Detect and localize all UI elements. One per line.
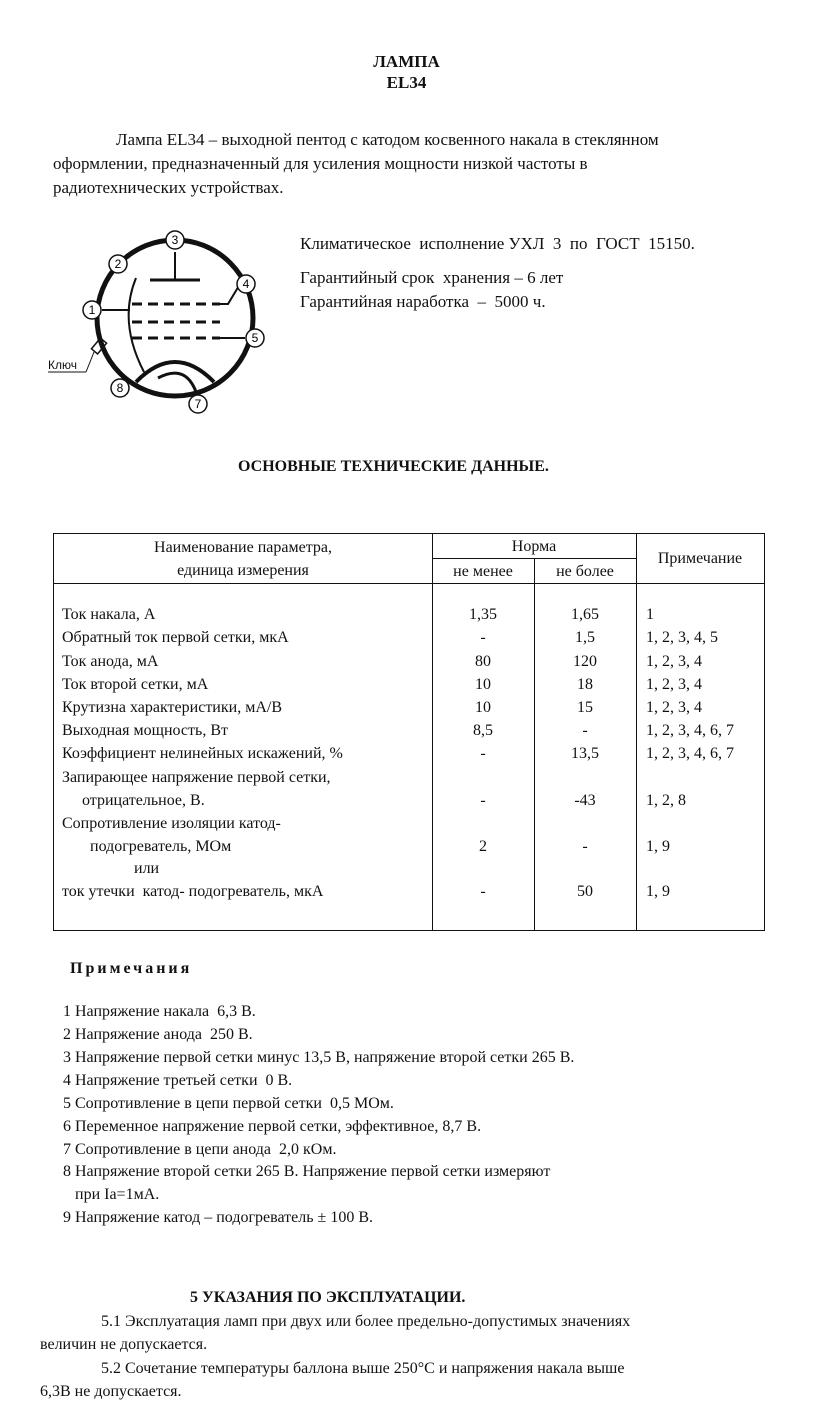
cell-max: - [582,722,588,739]
cell-min: - [480,745,486,762]
cell-min: 80 [475,653,491,670]
cell-note: 1, 2, 3, 4, 5 [646,629,718,646]
cell-min: - [480,792,486,809]
cell-note: 1, 2, 3, 4 [646,676,702,693]
cell-note: 1, 2, 3, 4 [646,699,702,716]
cell-param: подогреватель, МОм [62,838,232,855]
section5-line-4: 6,3В не допускается. [40,1383,182,1400]
cell-min: - [480,883,486,900]
cell-max: -43 [574,792,596,809]
cell-param: Обратный ток первой сетки, мкА [62,629,289,646]
th-param-2: единица измерения [177,562,309,579]
pin-8 [111,379,129,397]
cell-min: 10 [475,699,491,716]
cell-min: - [480,629,486,646]
note-item: 2 Напряжение анода 250 В. [63,1026,253,1043]
note-item: при Iа=1мА. [63,1186,160,1203]
pin-2 [109,255,127,273]
key-label: Ключ [48,358,77,372]
tube-pinout-diagram [40,222,280,422]
svg-text:7: 7 [194,397,202,411]
cell-max: 1,65 [571,606,599,623]
spec-storage: Гарантийный срок хранения – 6 лет [300,268,564,287]
note-item: 6 Переменное напряжение первой сетки, эффективное, 8,7 В. [63,1118,482,1135]
svg-text:4: 4 [242,277,250,291]
key-pointer [86,352,94,372]
th-norm: Норма [511,538,557,555]
note-item: 1 Напряжение накала 6,3 В. [63,1003,256,1020]
th-param-1: Наименование параметра, [154,539,332,556]
svg-text:1: 1 [88,303,96,317]
doc-model: EL34 [386,73,427,92]
cell-param: Крутизна характеристики, мА/В [62,699,282,716]
th-min: не менее [453,563,513,580]
svg-text:8: 8 [116,381,124,395]
cell-param: Коэффициент нелинейных искажений, % [62,745,343,762]
note-item: 7 Сопротивление в цепи анода 2,0 кОм. [63,1141,337,1158]
intro-line-1: Лампа EL34 – выходной пентод с катодом косвенного накала в стеклянном [116,130,659,149]
cell-param: отрицательное, В. [62,792,205,809]
cell-param: Ток накала, А [62,606,156,623]
note-item: 4 Напряжение третьей сетки 0 В. [63,1072,293,1089]
pin-4 [237,275,255,293]
spec-climate: Климатическое исполнение УХЛ 3 по ГОСТ 15150. [300,234,695,253]
pin-5 [246,329,264,347]
cell-min: 10 [475,676,491,693]
specs-table [53,533,765,931]
cell-note: 1 [646,606,654,623]
cell-note: 1, 9 [646,838,670,855]
notes-title: Примечания [70,960,193,977]
cell-param: Выходная мощность, Вт [62,722,228,739]
section5-line-1: 5.1 Эксплуатация ламп при двух или более предельно-допустимых значениях [101,1313,631,1330]
cathode-lead [129,278,144,372]
cell-max: 13,5 [571,745,599,762]
main-heading: ОСНОВНЫЕ ТЕХНИЧЕСКИЕ ДАННЫЕ. [238,458,549,475]
note-item: 3 Напряжение первой сетки минус 13,5 В, напряжение второй сетки 265 В. [63,1049,575,1066]
spec-operating: Гарантийная наработка – 5000 ч. [300,292,546,311]
doc-title: ЛАМПА [373,52,440,71]
cell-max: 50 [577,883,593,900]
cell-max: 1,5 [575,629,595,646]
cell-min: 8,5 [473,722,493,739]
note-item: 9 Напряжение катод – подогреватель ± 100 В. [63,1209,373,1226]
intro-line-3: радиотехнических устройствах. [53,178,284,197]
svg-text:3: 3 [171,233,179,247]
cell-max: 18 [577,676,593,693]
note-item: 5 Сопротивление в цепи первой сетки 0,5 МОм. [63,1095,394,1112]
cell-min: 1,35 [469,606,497,623]
cell-max: - [582,838,588,855]
cell-note: 1, 2, 8 [646,792,686,809]
cell-max: 15 [577,699,593,716]
cell-param: или [62,860,160,877]
pin-7 [189,395,207,413]
cell-max: 120 [573,653,597,670]
pin-1 [83,301,101,319]
section5-line-3: 5.2 Сочетание температуры баллона выше 250°С и напряжения накала выше [101,1360,625,1377]
intro-line-2: оформлении, предназначенный для усиления мощности низкой частоты в [53,154,588,173]
th-max: не более [556,563,614,580]
section5-title: 5 УКАЗАНИЯ ПО ЭКСПЛУАТАЦИИ. [190,1289,466,1306]
cell-param: Ток анода, мА [62,653,159,670]
cell-note: 1, 9 [646,883,670,900]
cell-note: 1, 2, 3, 4, 6, 7 [646,722,734,739]
cell-note: 1, 2, 3, 4 [646,653,702,670]
pin-3 [166,231,184,249]
note-item: 8 Напряжение второй сетки 265 В. Напряжение первой сетки измеряют [63,1163,551,1180]
cell-param: Сопротивление изоляции катод- [62,815,281,832]
section5-line-2: величин не допускается. [40,1336,208,1353]
svg-text:2: 2 [114,257,122,271]
cell-param: ток утечки катод- подогреватель, мкА [62,883,324,900]
cell-note: 1, 2, 3, 4, 6, 7 [646,745,734,762]
cell-param: Ток второй сетки, мА [62,676,209,693]
svg-text:5: 5 [251,331,259,345]
cell-min: 2 [479,838,487,855]
cell-param: Запирающее напряжение первой сетки, [62,769,331,786]
th-note: Примечание [657,550,743,567]
